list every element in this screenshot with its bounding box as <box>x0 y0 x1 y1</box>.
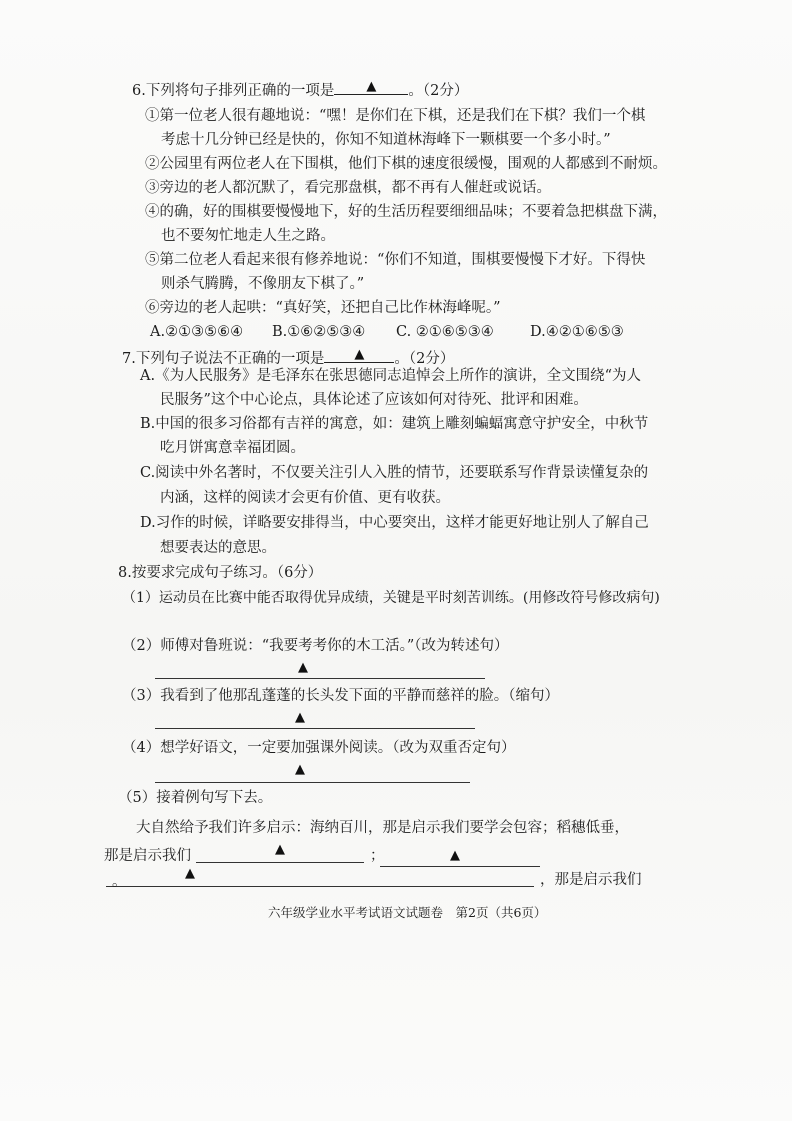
q7-line: B.中国的很多习俗都有吉祥的寓意，如：建筑上雕刻蝙蝠寓意守护安全，中秋节 <box>140 416 649 432</box>
q6-item: ①第一位老人很有趣地说：“嘿！是你们在下棋，还是我们在下棋？我们一个棋 <box>145 108 646 124</box>
q8-stem: 8.按要求完成句子练习。（6分） <box>118 565 323 581</box>
q6-item: ③旁边的老人都沉默了，看完那盘棋，都不再有人催赶或说话。 <box>145 180 551 196</box>
q7-line: A.《为人民服务》是毛泽东在张思德同志追悼会上所作的演讲，全文围绕“为人 <box>140 368 641 384</box>
q6-option-a: A.②①③⑤⑥④ <box>150 324 244 340</box>
q8-end-mark: 。 <box>112 874 127 890</box>
triangle-marker: ▲ <box>354 347 365 362</box>
q7-line: 内涵，这样的阅读才会更有价值、更有收获。 <box>160 490 450 506</box>
q7-line: 想要表达的意思。 <box>160 540 276 556</box>
triangle-marker: ▲ <box>366 79 377 94</box>
q8-fill-blank-a[interactable] <box>196 862 364 863</box>
q6-option-c: C. ②①⑥⑤③④ <box>396 324 494 340</box>
q6-option-b: B.①⑥②⑤③④ <box>272 324 366 340</box>
q8-fill-prefix-a: 那是启示我们 <box>104 848 191 864</box>
q8-sub-4: （4）想学好语文，一定要加强课外阅读。（改为双重否定句） <box>122 740 516 756</box>
q8-semicolon: ； <box>370 848 385 864</box>
q8-answer-line-3[interactable] <box>155 728 475 729</box>
q6-item: ⑤第二位老人看起来很有修养地说：“你们不知道，围棋要慢慢下才好。下得快 <box>145 252 646 268</box>
q8-example: 大自然给予我们许多启示：海纳百川，那是启示我们要学会包容；稻穗低垂， <box>136 820 629 836</box>
q8-answer-line-2[interactable] <box>155 678 485 679</box>
q8-sub-1: （1）运动员在比赛中能否取得优异成绩，关键是平时刻苦训练。(用修改符号修改病句) <box>122 590 660 606</box>
triangle-marker: ▲ <box>298 660 308 675</box>
q6-option-d: D.④②①⑥⑤③ <box>530 324 624 340</box>
q6-item: 则杀气腾腾，不像朋友下棋了。” <box>161 276 365 292</box>
q7-line: 民服务”这个中心论点，具体论述了应该如何对待死、批评和困难。 <box>160 392 588 408</box>
q8-answer-line-4[interactable] <box>155 782 470 783</box>
triangle-marker: ▲ <box>275 842 285 857</box>
triangle-marker: ▲ <box>295 762 305 777</box>
q6-item: ④的确，好的围棋要慢慢地下，好的生活历程要细细品味；不要着急把棋盘下满， <box>145 204 667 220</box>
q8-fill-blank-c[interactable] <box>106 886 534 887</box>
q8-sub-3: （3）我看到了他那乱蓬蓬的长头发下面的平静而慈祥的脸。（缩句） <box>122 688 559 704</box>
triangle-marker: ▲ <box>450 848 460 863</box>
q6-stem-text: 6.下列将句子排列正确的一项是 <box>132 83 335 99</box>
q7-line: 吃月饼寓意幸福团圆。 <box>160 440 305 456</box>
q7-stem-score: 。（2分） <box>394 351 455 367</box>
q6-item: ⑥旁边的老人起哄：“真好笑，还把自己比作林海峰呢。” <box>145 300 501 316</box>
q6-item: 也不要匆忙地走人生之路。 <box>161 228 335 244</box>
triangle-marker: ▲ <box>185 866 195 881</box>
q6-item: ②公园里有两位老人在下围棋，他们下棋的速度很缓慢，围观的人都感到不耐烦。 <box>145 156 667 172</box>
q7-line: D.习作的时候，详略要安排得当，中心要突出，这样才能更好地让别人了解自己 <box>140 515 649 531</box>
q8-sub-5: （5）接着例句写下去。 <box>118 790 273 806</box>
q6-answer-blank[interactable] <box>334 80 408 95</box>
q8-fill-prefix-b: ，那是启示我们 <box>540 872 642 888</box>
q7-stem-text: 7.下列句子说法不正确的一项是 <box>122 351 325 367</box>
q6-stem-score: 。（2分） <box>408 83 469 99</box>
q8-fill-blank-b[interactable] <box>380 866 540 867</box>
q6-item: 考虑十几分钟已经是快的，你知不知道林海峰下一颗棋要一个多小时。” <box>161 132 611 148</box>
page-footer: 六年级学业水平考试语文试题卷 第2页（共6页） <box>268 905 547 920</box>
q8-sub-2: （2）师傅对鲁班说：“我要考考你的木工活。”（改为转述句） <box>122 638 509 654</box>
q6-stem <box>132 80 468 101</box>
triangle-marker: ▲ <box>295 710 305 725</box>
q7-answer-blank[interactable] <box>324 348 394 363</box>
q7-line: C.阅读中外名著时，不仅要关注引人入胜的情节，还要联系写作背景读懂复杂的 <box>140 465 649 481</box>
